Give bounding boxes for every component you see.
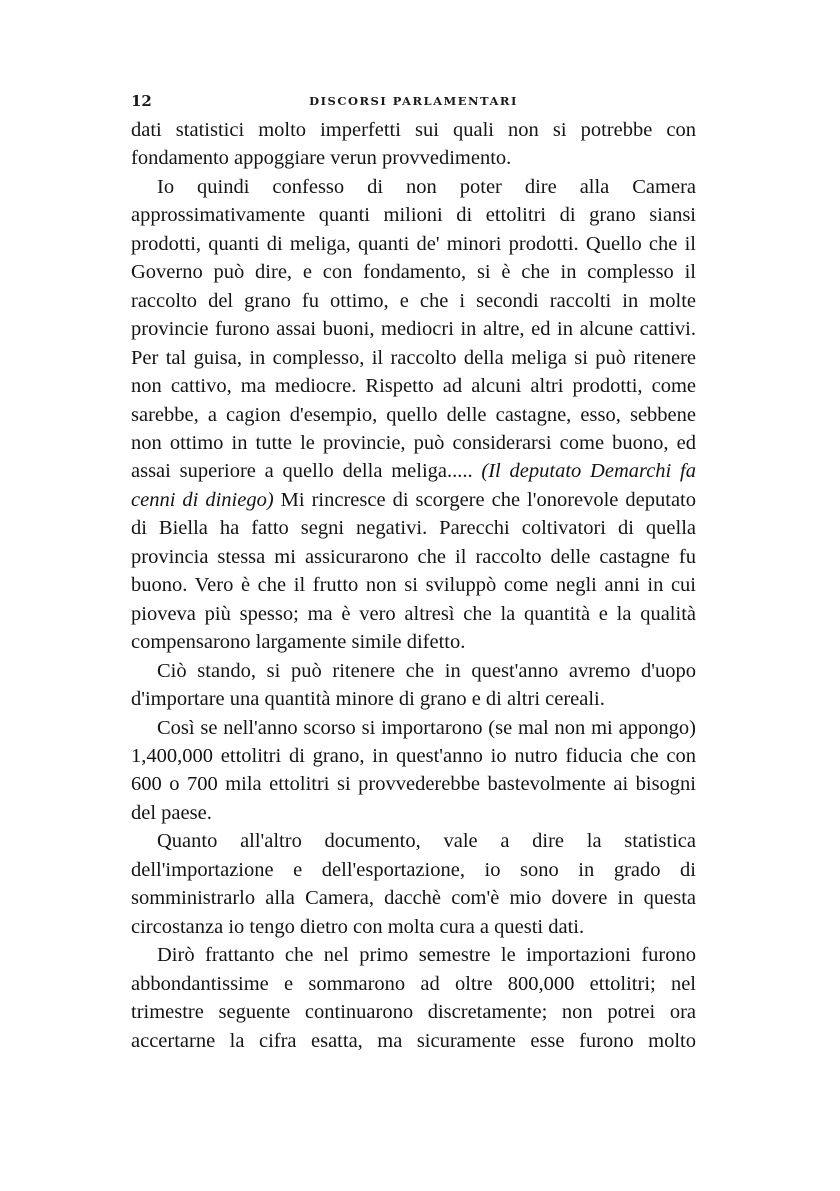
paragraph-2 [131, 173, 696, 657]
paragraph-3: Ciò stando, si può ritenere che in quest'anno avremo d'uopo d'importare una quantità minore di grano e di altri cereali. [131, 659, 696, 711]
running-head [131, 92, 696, 112]
paragraph-1: dati statistici molto imperfetti sui quali non si potrebbe con fondamento appoggiare verun provvedimento. [131, 119, 696, 170]
page-number: 12 [131, 92, 152, 110]
speaker-interjection: (Il deputato Demarchi fa cenni di diniego) [131, 460, 696, 511]
paragraph-4: Così se nell'anno scorso si importarono (se mal non mi appongo) 1,400,000 ettolitri di grano, in quest'anno io nutro fiducia che con 600 o 700 mila ettolitri si provvederebbe bastevolmente ai bisogni del paese. [131, 716, 696, 824]
paragraph-5: Quanto all'altro documento, vale a dire la statistica dell'importazione e dell'esportazione, io sono in grado di somministrarlo alla Camera, dacchè com'è mio dovere in questa circostanza io tengo dietro con molta cura a questi dati. [131, 830, 696, 938]
paragraph-2-text-after: Mi rincresce di scorgere che l'onorevole deputato di Biella ha fatto segni negativi. Parecchi coltivatori di quella provincia stessa mi assicurarono che il raccolto delle castagne fu buono. Vero è che il frutto non si sviluppò come negli anni in cui pioveva più spesso; ma è vero altresì che la quantità e la qualità compensarono largamente simile difetto. [131, 488, 697, 654]
running-title: DISCORSI PARLAMENTARI [309, 94, 518, 108]
paragraph-6: Dirò frattanto che nel primo semestre le importazioni furono abbondantissime e sommarono ad oltre 800,000 ettolitri; nel trimestre seguente continuarono discretamente; non potrei ora accertarne la cifra esatta, ma sicuramente esse furono molto [131, 944, 696, 1052]
body-text [131, 116, 696, 1055]
paragraph-2-text-before: Io quindi confesso di non poter dire alla Camera approssimativamente quanti milioni di ettolitri di grano siansi prodotti, quanti di meliga, quanti de' minori prodotti. Quello che il Governo può dire, e con fondamento, si è che in complesso il raccolto del grano fu ottimo, e che i secondi raccolti in molte provincie furono assai buoni, mediocri in altre, ed in alcune cattivi. Per tal guisa, in complesso, il raccolto della meliga si può ritenere non cattivo, ma mediocre. Rispetto ad alcuni altri prodotti, come sarebbe, a cagion d'esempio, quello delle castagne, esso, sebbene non ottimo in tutte le provincie, può considerarsi come buono, ed assai superiore a quello della meliga..... [131, 175, 696, 483]
